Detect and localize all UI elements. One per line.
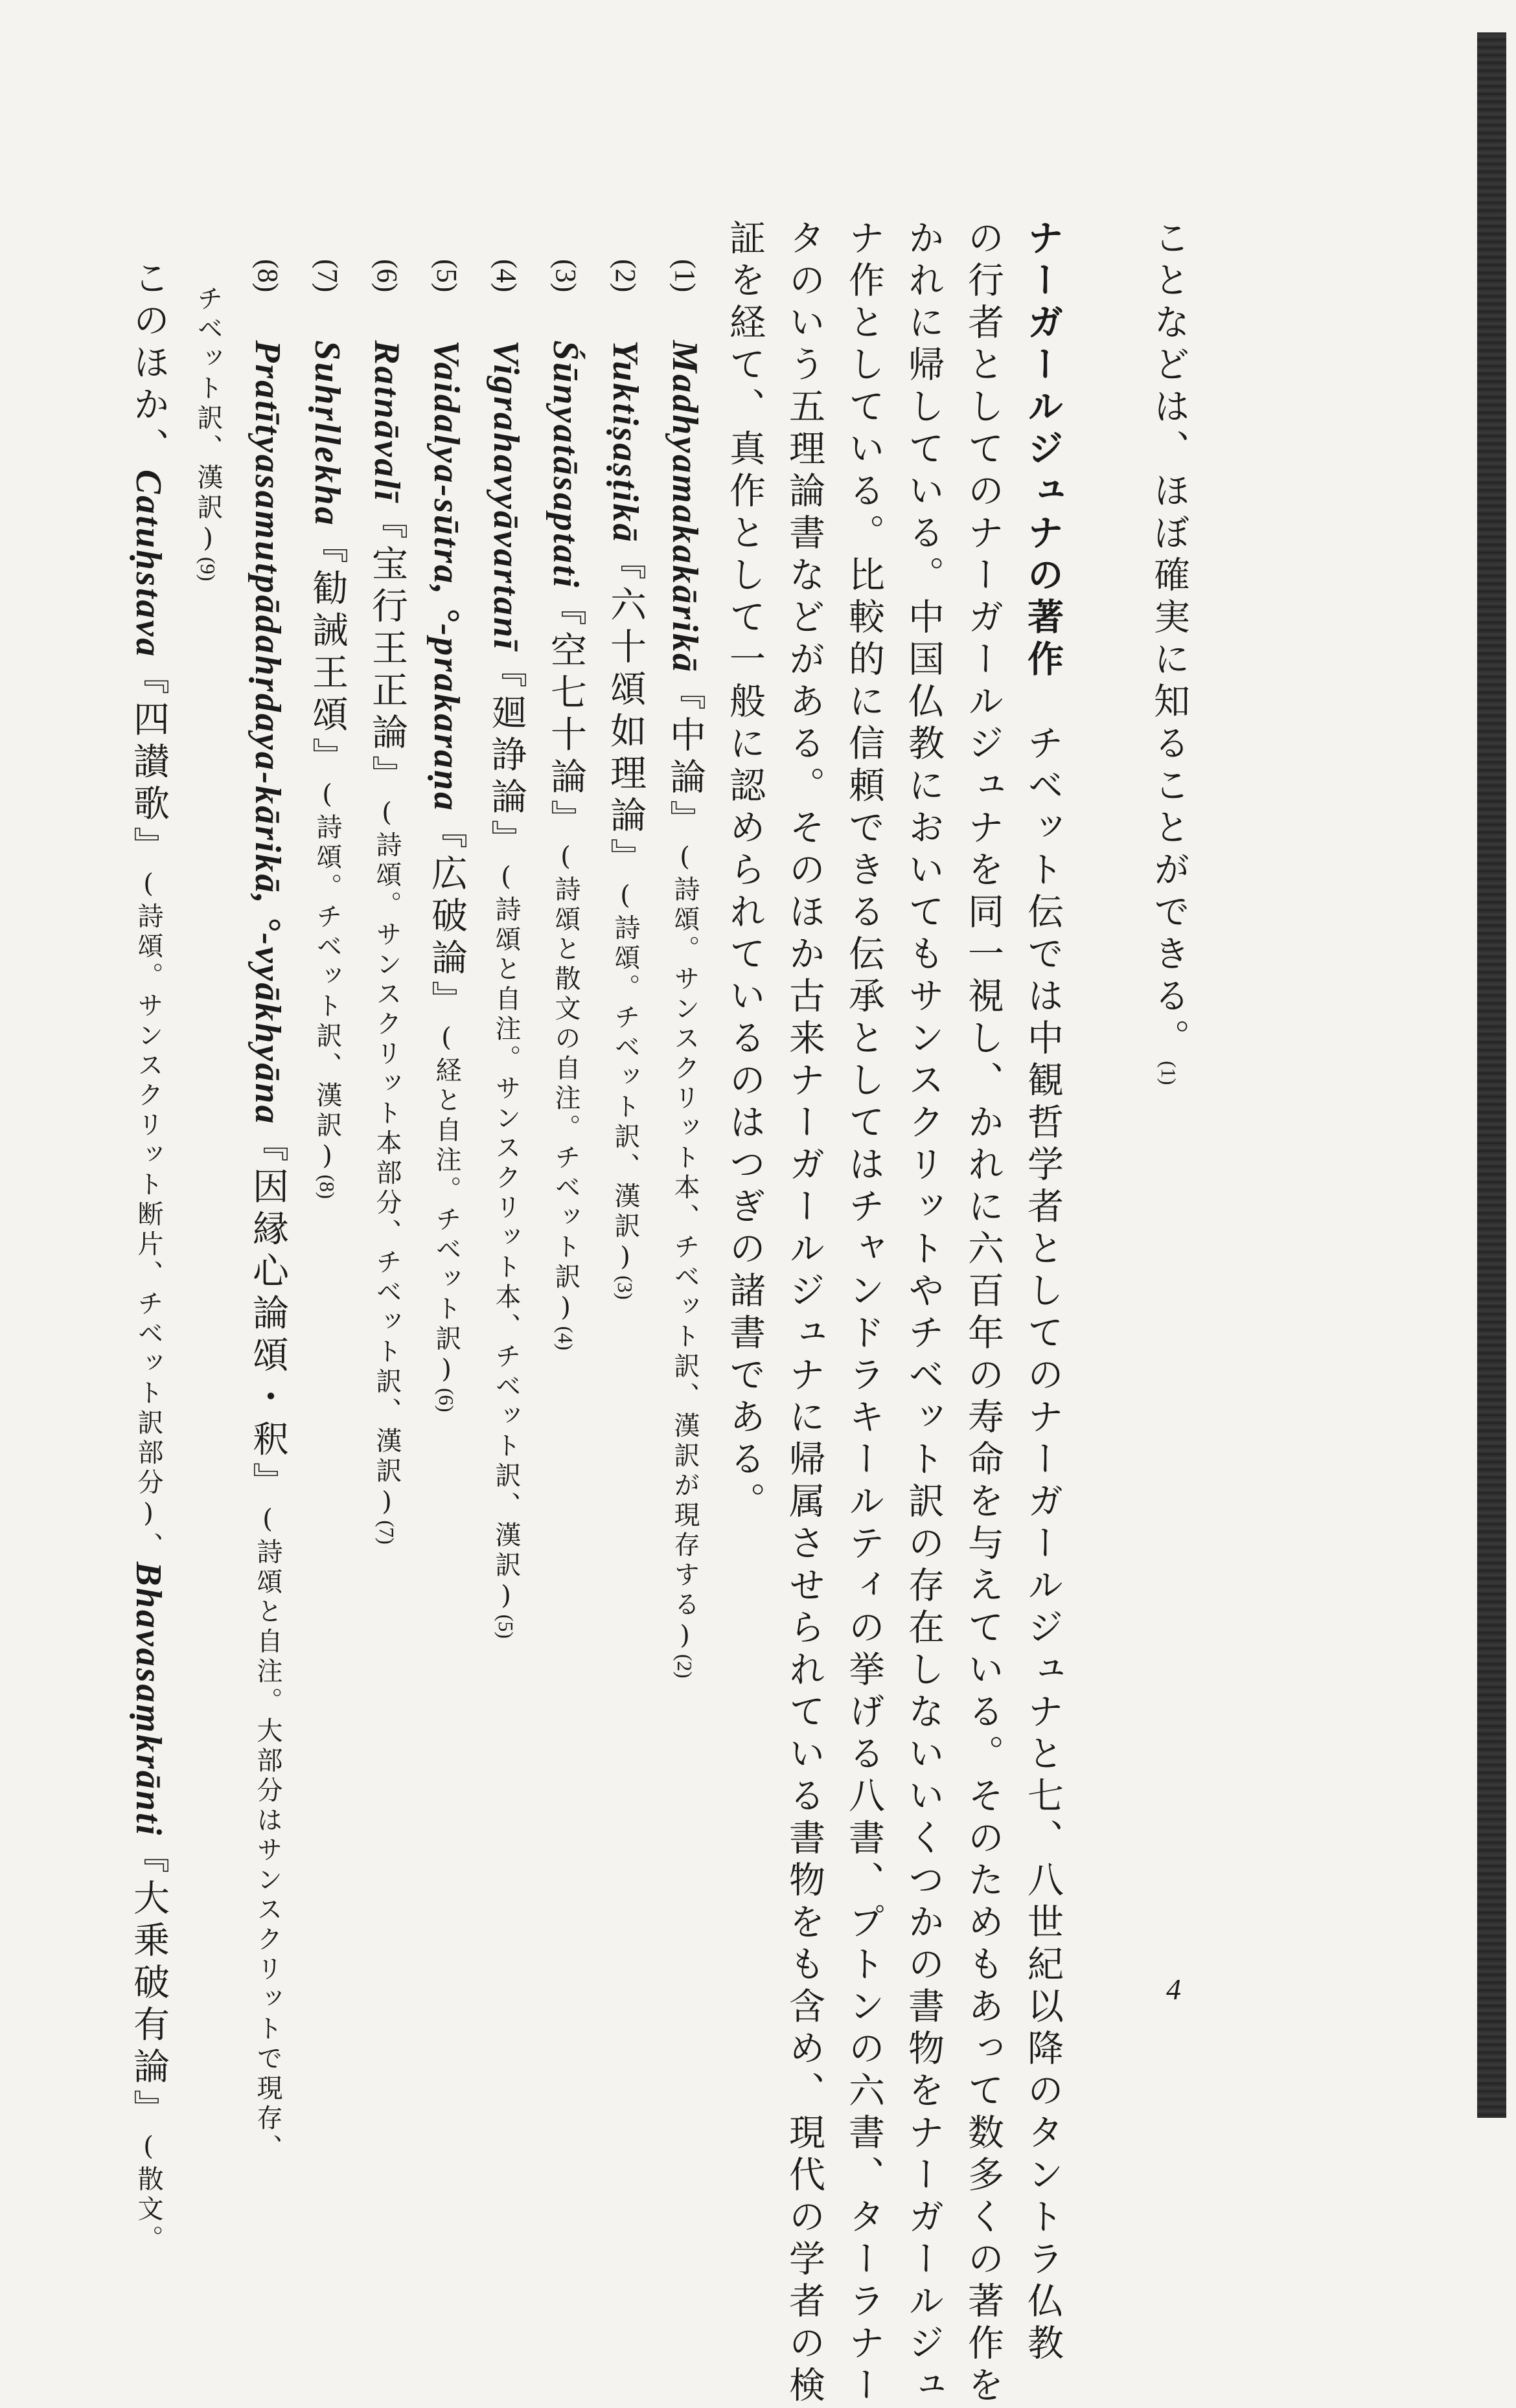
text-run: 『因縁心論頌・釈』	[247, 1125, 289, 1505]
text-line	[423, 259, 470, 1412]
sanskrit-title: Pratītyasamutpādahṛdaya-kārikā, °-vyākhyāna	[247, 340, 288, 1126]
annotation: (詩頌と自注。サンスクリット本、チベット訳、漢訳)	[491, 861, 521, 1615]
text-line	[602, 259, 649, 1300]
text-run	[306, 292, 349, 340]
list-number: (5)	[431, 259, 463, 293]
footnote-marker: (6)	[435, 1388, 458, 1413]
text-line	[781, 219, 827, 2408]
text-line	[900, 219, 947, 2408]
text-run: チベット伝では中観哲学者としてのナーガールジュナと七、八世紀以降のタントラ仏教	[1022, 682, 1064, 2366]
text-line	[244, 259, 291, 2164]
sanskrit-title: Vaidalya-sūtra, °-prakaraṇa	[426, 340, 466, 813]
text-line	[185, 285, 231, 581]
annotation: (詩頌と散文の自注。チベット訳)	[551, 841, 580, 1326]
text-run: かれに帰している。中国仏教においてもサンスクリットやチベット訳の存在しないいくつかの書物をナーガールジュ	[902, 219, 945, 2408]
text-line	[125, 259, 172, 2255]
annotation: (散文。	[133, 2131, 163, 2255]
text-run: の行者としてのナーガールジュナを同一視し、かれに六百年の寿命を与えている。そのためもあって数多くの著作を	[962, 219, 1004, 2408]
sanskrit-title: Bhavasaṃkrānti	[128, 1562, 168, 1837]
annotation: (経と自注。チベット訳)	[431, 1023, 461, 1389]
text-line	[363, 259, 410, 1545]
list-number: (2)	[610, 259, 641, 293]
text-run	[664, 292, 706, 340]
annotation: (詩頌。チベット訳、漢訳)	[610, 880, 640, 1276]
text-run: 『中論』	[664, 674, 706, 843]
text-line	[542, 259, 589, 1350]
text-line	[840, 219, 887, 2408]
footnote-marker: (1)	[1157, 1061, 1180, 1085]
text-run: 『勧誡王頌』	[306, 527, 349, 780]
text-line	[721, 219, 768, 1524]
list-number: (3)	[550, 259, 582, 293]
text-line	[304, 259, 350, 1199]
text-run: 『空七十論』	[545, 589, 587, 842]
sanskrit-title: Madhyamakakārikā	[665, 340, 705, 674]
text-run: 『宝行王正論』	[366, 503, 408, 798]
sanskrit-title: Yuktiṣaṣṭikā	[605, 340, 645, 544]
text-run: 証を経て、真作として一般に認められているのはつぎの諸書である。	[724, 219, 766, 1524]
sanskrit-title: Vigrahavyāvartanī	[486, 340, 526, 652]
footnote-marker: (8)	[316, 1174, 339, 1199]
annotation: (詩頌。サンスクリット本部分、チベット訳、漢訳)	[372, 797, 402, 1521]
text-run: ことなどは、ほぼ確実に知ることができる。	[1148, 219, 1190, 1061]
annotation: チベット訳、漢訳)	[193, 285, 223, 557]
text-run	[485, 292, 527, 340]
list-number: (1)	[669, 259, 701, 293]
text-line	[959, 219, 1006, 2408]
annotation: (詩頌。チベット訳、漢訳)	[312, 779, 342, 1175]
text-run: タのいう五理論書などがある。そのほか古来ナーガールジュナに帰属させられている書物をも含め、現代の学者の検	[783, 219, 825, 2408]
text-run	[545, 292, 587, 340]
text-run: 『四讃歌』	[128, 658, 170, 869]
text-run	[247, 292, 289, 340]
text-run	[604, 292, 647, 340]
footnote-marker: (3)	[614, 1275, 637, 1300]
footnote-marker: (5)	[494, 1614, 518, 1639]
text-line	[661, 259, 708, 1678]
footnote-marker: (7)	[375, 1520, 398, 1545]
footnote-marker: (9)	[196, 557, 220, 582]
annotation: (詩頌と自注。大部分はサンスクリットで現存、	[253, 1504, 282, 2164]
list-number: (7)	[312, 259, 343, 293]
page-number: 4	[1166, 1973, 1181, 2006]
text-run: ナ作としている。比較的に信頼できる伝承としてはチャンドラキールティの挙げる八書、プトンの六書、ターラナー	[843, 219, 885, 2408]
annotation: (詩頌。サンスクリット本、チベット訳、漢訳が現存する)	[670, 842, 700, 1655]
text-run: 『六十頌如理論』	[604, 543, 647, 881]
list-number: (4)	[490, 259, 522, 293]
footnote-marker: (2)	[673, 1654, 696, 1679]
text-run	[366, 292, 408, 340]
text-run: 『広破論』	[426, 812, 468, 1023]
text-run: 『廻諍論』	[485, 651, 527, 862]
list-number: (6)	[371, 259, 403, 293]
text-run: 『大乗破有論』	[128, 1837, 170, 2132]
sanskrit-title: Ratnāvalī	[367, 340, 407, 503]
sanskrit-title: Catuḥstava	[128, 470, 168, 659]
annotation: (詩頌。サンスクリット断片、チベット訳部分)、	[133, 869, 163, 1562]
text-line	[1145, 219, 1192, 1085]
text-line	[1019, 219, 1066, 2366]
text-line	[483, 259, 529, 1639]
footnote-marker: (4)	[554, 1326, 577, 1350]
section-heading: ナーガールジュナの著作	[1022, 219, 1064, 682]
scanned-page-edge	[1477, 32, 1506, 2118]
text-run: このほか、	[128, 259, 170, 470]
list-number: (8)	[252, 259, 284, 293]
sanskrit-title: Śūnyatāsaptati	[546, 340, 586, 589]
text-run	[426, 292, 468, 340]
sanskrit-title: Suhṛllekha	[307, 340, 347, 527]
